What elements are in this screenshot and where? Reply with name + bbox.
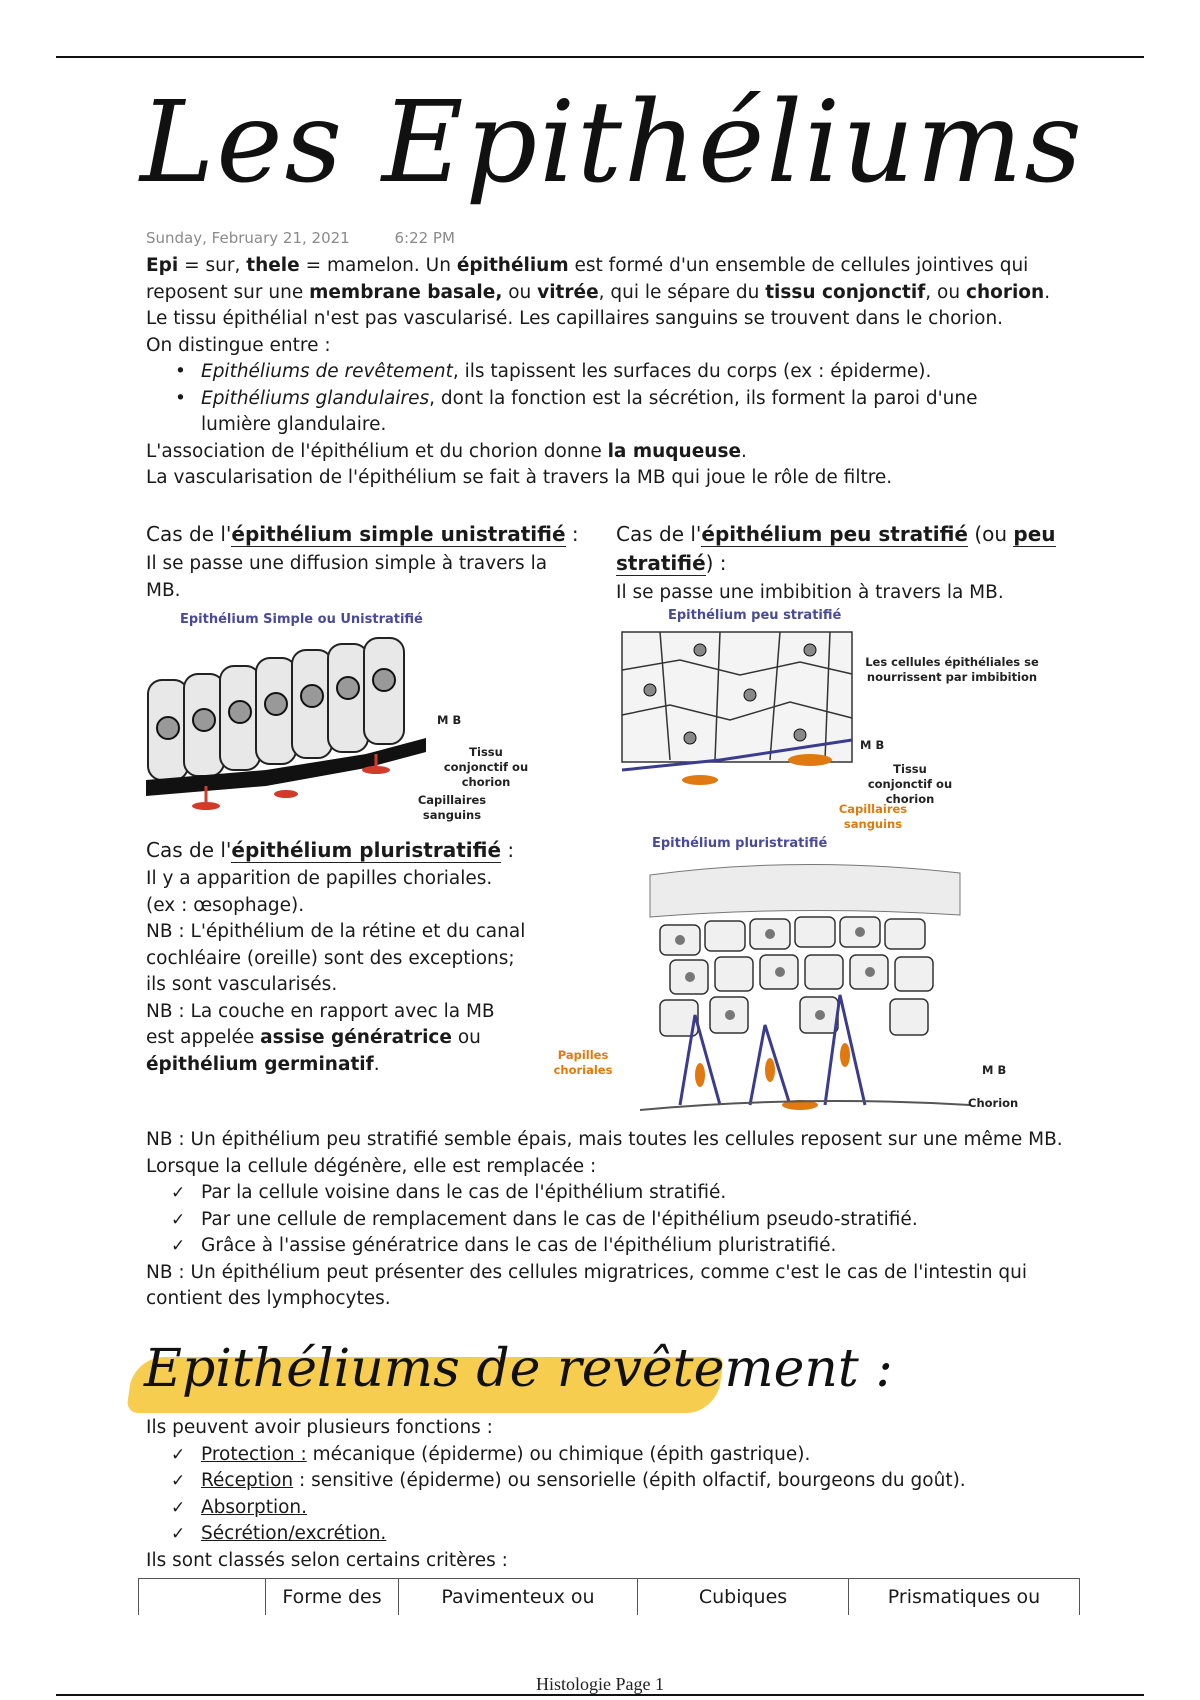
table-cell: Prismatiques ou [849,1579,1080,1616]
nb-1: NB : Un épithélium peu stratifié semble épais, mais toutes les cellules reposent sur une même MB. [146,1129,1063,1150]
page-title: Les Epithéliums [140,78,1084,208]
intro-block [146,253,1086,492]
check-icon: ✓ [171,1209,186,1230]
table-row [139,1579,1080,1616]
nb-block [146,1127,1086,1313]
label-capillaires: Capillaires sanguins [838,802,908,831]
heading-simple: Cas de l'épithélium simple unistratifié : [146,522,579,546]
figure-peu-stratifie [620,630,860,800]
figure-caption-peu: Epithélium peu stratifié [668,608,842,623]
list-item: ✓ Absorption. [201,1495,1086,1522]
label-capillaires: Capillaires sanguins [417,793,487,822]
nb-2: Lorsque la cellule dégénère, elle est remplacée : [146,1155,597,1177]
figure-caption-simple: Epithélium Simple ou Unistratifié [180,612,423,627]
check-icon: ✓ [171,1444,186,1465]
table-cell: Forme des [266,1579,399,1616]
check-icon: ✓ [171,1236,186,1256]
nb-3: NB : Un épithélium peut présenter des cellules migratrices, comme c'est le cas de l'intestin qui contient des lymphocytes. [146,1261,1028,1309]
intro-line-4: On distingue entre : [146,334,331,356]
check-icon: ✓ [171,1524,186,1544]
check-icon: ✓ [171,1471,186,1491]
heading-pluristratifie: Cas de l'épithélium pluristratifié : [146,838,515,862]
list-item: ✓ Protection : mécanique (épiderme) ou chimique (épith gastrique). [201,1442,1086,1469]
list-item: ✓ Réception : sensitive (épiderme) ou sensorielle (épith olfactif, bourgeons du goût). [201,1468,1086,1495]
function-list [146,1442,1086,1548]
intro-line-1: Epi = sur, thele = mamelon. Un épithélium est formé d'un ensemble de cellules jointives qui [146,255,1029,276]
table-cell: Cubiques [638,1579,849,1616]
list-item: ✓ Par une cellule de remplacement dans le cas de l'épithélium pseudo-stratifié. [201,1207,1086,1234]
section-heading-revetement: Epithéliums de revêtement : [130,1343,730,1419]
revetement-block: Ils peuvent avoir plusieurs fonctions : ✓ Protection : mécanique (épiderme) ou chimique (épith gastrique). ✓ Réception : sensitive (épiderme) ou sensorielle (épith olfactif, bourgeons du goût). ✓ Absorption. ✓ Sécrétion/excrétion. Ils sont classés selon certains critères : [146,1415,1086,1574]
replacement-list [146,1180,1086,1260]
text-peu-stratifie: Il se passe une imbibition à travers la MB. [616,582,1004,603]
text-pluristratifie: Il y a apparition de papilles choriales. (ex : œsophage). NB : L'épithélium de la rétine et du canal cochléaire (oreille) sont des exceptions; ils sont vascularisés. NB : La couche en rapport avec la MB est appelée assise génératrice ou épithélium germinatif. [146,868,526,1075]
table-cell: Pavimenteux ou [399,1579,638,1616]
table-cell [139,1579,266,1616]
type-list [146,359,1086,439]
label-mb: M B [982,1063,1007,1077]
intro-line-2: reposent sur une membrane basale, ou vitrée, qui le sépare du tissu conjonctif, ou chorion. [146,281,1051,303]
check-icon: ✓ [171,1497,186,1518]
list-item: • Epithéliums glandulaires, dont la fonction est la sécrétion, ils forment la paroi d'une lumière glandulaire. [201,386,1041,439]
label-chorion: Chorion [968,1096,1019,1110]
bottom-rule [56,1694,1144,1696]
intro-line-5: L'association de l'épithélium et du chorion donne la muqueuse. [146,440,747,462]
time: 6:22 PM [394,229,455,247]
timestamp [146,229,495,247]
top-rule [56,56,1144,58]
intro-line-6: La vascularisation de l'épithélium se fait à travers la MB qui joue le rôle de filtre. [146,467,893,488]
label-papilles: Papilles choriales [553,1048,613,1077]
list-item: ✓ Sécrétion/excrétion. [201,1521,1086,1548]
list-item: ✓ Grâce à l'assise génératrice dans le cas de l'épithélium pluristratifié. [201,1233,1086,1260]
label-mb: M B [437,713,462,727]
criteria-table [138,1578,1080,1615]
label-cellules-imbibition: Les cellules épithéliales se nourrissent par imbibition [865,655,1039,684]
date: Sunday, February 21, 2021 [146,229,350,247]
page-footer: Histologie Page 1 [536,1674,664,1694]
intro-line-3: Le tissu épithélial n'est pas vascularisé. Les capillaires sanguins se trouvent dans le chorion. [146,308,1004,329]
list-item: • Epithéliums de revêtement, ils tapissent les surfaces du corps (ex : épiderme). [201,359,1086,386]
figure-pluristratifie [640,855,970,1125]
label-tissu-conjonctif: Tissu conjonctif ou chorion [867,762,953,806]
label-tissu-conjonctif: Tissu conjonctif ou chorion [443,745,529,789]
list-item: ✓ Par la cellule voisine dans le cas de l'épithélium stratifié. [201,1180,1086,1207]
text-simple: Il se passe une diffusion simple à travers la MB. [146,553,548,601]
check-icon: ✓ [171,1183,186,1203]
heading-peu-stratifie: Cas de l'épithélium peu stratifié (ou peu stratifié) : [616,522,1056,575]
figure-caption-pluri: Epithélium pluristratifié [652,836,828,851]
label-mb: M B [860,738,885,752]
